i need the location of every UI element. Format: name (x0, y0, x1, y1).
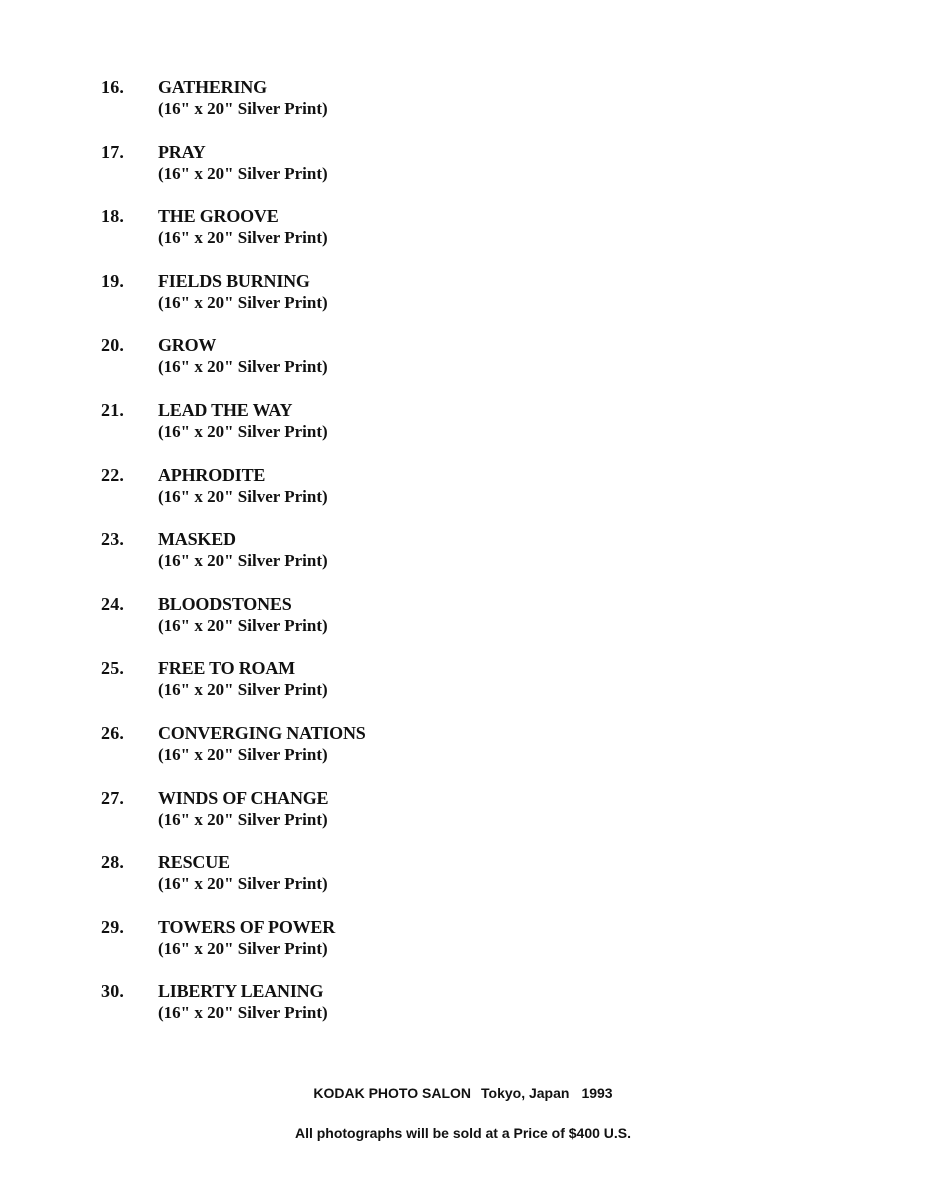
artwork-spec: (16" x 20" Silver Print) (158, 1003, 328, 1023)
artwork-item (0, 399, 926, 464)
artwork-item (0, 141, 926, 206)
artwork-list (0, 76, 926, 1045)
artwork-spec: (16" x 20" Silver Print) (158, 486, 328, 506)
artwork-title: WINDS OF CHANGE (158, 787, 329, 808)
artwork-item (0, 657, 926, 722)
artwork-title: APHRODITE (158, 464, 266, 485)
artwork-number: 18. (101, 206, 125, 227)
artwork-title: MASKED (158, 529, 236, 550)
exhibition-year: 1993 (581, 1085, 613, 1101)
artwork-number: 22. (101, 464, 125, 485)
artwork-number: 27. (101, 787, 125, 808)
salon-name: KODAK PHOTO SALON (313, 1085, 472, 1101)
artwork-item (0, 787, 926, 852)
artwork-title: GROW (158, 335, 217, 356)
artwork-item (0, 76, 926, 141)
artwork-spec: (16" x 20" Silver Print) (158, 680, 328, 700)
artwork-item (0, 334, 926, 399)
artwork-number: 21. (101, 399, 125, 420)
artwork-item (0, 528, 926, 593)
artwork-spec: (16" x 20" Silver Print) (158, 809, 328, 829)
artwork-item (0, 851, 926, 916)
artwork-title: LEAD THE WAY (158, 399, 293, 420)
artwork-number: 30. (101, 981, 125, 1002)
artwork-spec: (16" x 20" Silver Print) (158, 99, 328, 118)
artwork-title: CONVERGING NATIONS (158, 722, 366, 743)
artwork-title: TOWERS OF POWER (158, 916, 336, 937)
artwork-number: 26. (101, 722, 125, 743)
artwork-title: THE GROOVE (158, 206, 279, 227)
artwork-item (0, 270, 926, 335)
artwork-item (0, 464, 926, 529)
exhibition-line (0, 1083, 926, 1103)
artwork-number: 25. (101, 658, 125, 679)
exhibition-location: Tokyo, Japan (481, 1085, 570, 1101)
artwork-item (0, 593, 926, 658)
artwork-title: PRAY (158, 141, 206, 162)
artwork-number: 29. (101, 916, 125, 937)
artwork-spec: (16" x 20" Silver Print) (158, 551, 328, 571)
artwork-number: 20. (101, 335, 125, 356)
artwork-item (0, 916, 926, 981)
artwork-spec: (16" x 20" Silver Print) (158, 938, 328, 958)
artwork-item (0, 722, 926, 787)
artwork-spec: (16" x 20" Silver Print) (158, 744, 328, 764)
artwork-spec: (16" x 20" Silver Print) (158, 357, 328, 377)
artwork-spec: (16" x 20" Silver Print) (158, 292, 328, 312)
artwork-title: FREE TO ROAM (158, 658, 295, 679)
artwork-title: BLOODSTONES (158, 593, 292, 614)
artwork-number: 23. (101, 529, 125, 550)
artwork-number: 19. (101, 270, 125, 291)
artwork-number: 16. (101, 77, 125, 97)
artwork-spec: (16" x 20" Silver Print) (158, 228, 328, 248)
artwork-number: 17. (101, 141, 125, 162)
artwork-spec: (16" x 20" Silver Print) (158, 421, 328, 441)
artwork-title: RESCUE (158, 852, 230, 873)
artwork-title: GATHERING (158, 77, 267, 97)
artwork-spec: (16" x 20" Silver Print) (158, 615, 328, 635)
artwork-item (0, 205, 926, 270)
artwork-number: 28. (101, 852, 125, 873)
artwork-spec: (16" x 20" Silver Print) (158, 874, 328, 894)
price-note: All photographs will be sold at a Price of $400 U.S. (294, 1125, 632, 1141)
artwork-number: 24. (101, 593, 125, 614)
artwork-spec: (16" x 20" Silver Print) (158, 163, 328, 183)
artwork-title: FIELDS BURNING (158, 270, 310, 291)
artwork-title: LIBERTY LEANING (158, 981, 324, 1002)
artwork-item (0, 980, 926, 1045)
